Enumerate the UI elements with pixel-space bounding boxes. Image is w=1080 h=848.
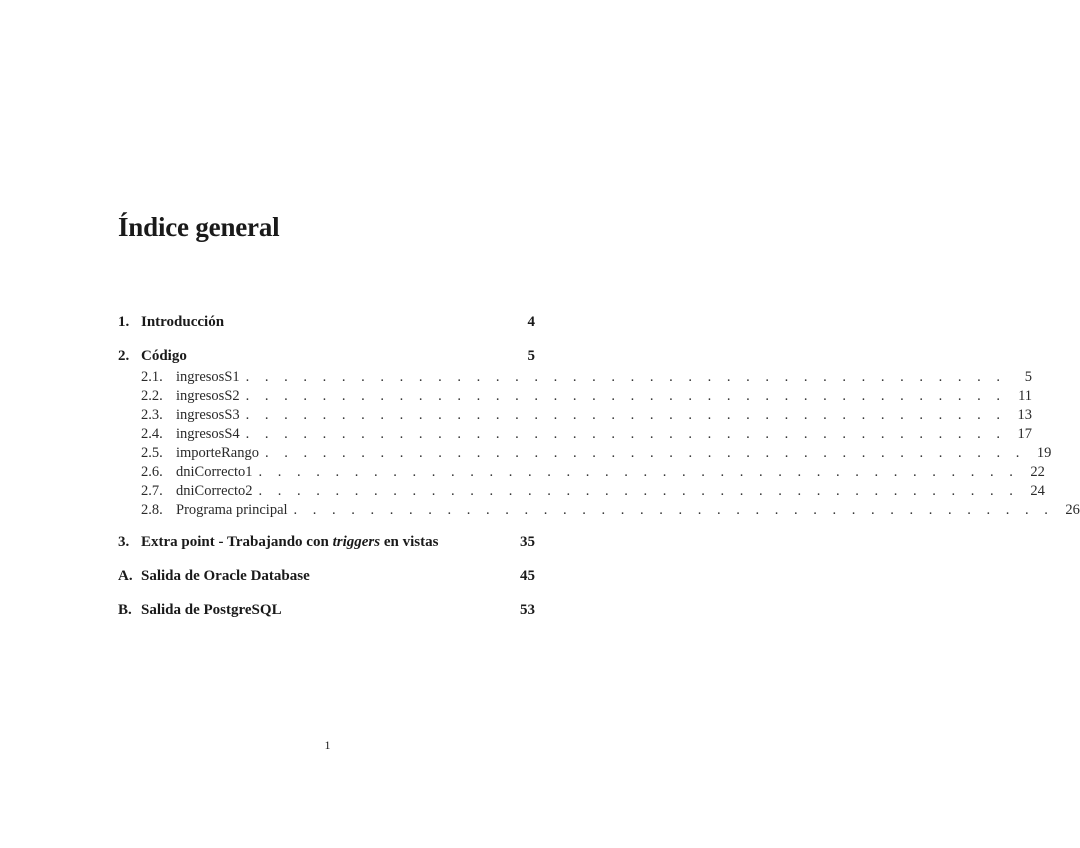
- chapter-title: [141, 530, 512, 554]
- toc-chapter-3[interactable]: [118, 530, 535, 554]
- chapter-page: 4: [527, 314, 535, 330]
- toc-chapter-1[interactable]: [118, 310, 535, 334]
- dot-leader: . . . . . . . . . . . . . . . . . . . . . . . . . . . . . . . . . . . . . . . .: [264, 445, 1026, 461]
- section-number: 2.3.: [141, 407, 163, 423]
- toc-section[interactable]: [118, 425, 1033, 444]
- section-title: Programa principal: [176, 502, 288, 518]
- section-title: dniCorrecto2: [176, 483, 253, 499]
- chapter-title-emphasis: triggers: [332, 534, 381, 550]
- section-page: 19: [1036, 445, 1052, 461]
- section-page: 5: [1024, 369, 1033, 385]
- chapter-page: 5: [527, 348, 535, 364]
- section-page: 22: [1030, 464, 1045, 480]
- dot-leader: . . . . . . . . . . . . . . . . . . . . . . . . . . . . . . . . . . . . . . . .: [245, 388, 1007, 404]
- section-number: 2.7.: [141, 483, 163, 499]
- section-number: 2.5.: [141, 445, 163, 461]
- toc-chapter-2[interactable]: [118, 344, 535, 368]
- section-number: 2.1.: [141, 369, 163, 385]
- section-number: 2.4.: [141, 426, 163, 442]
- toc-section[interactable]: [118, 387, 1033, 406]
- appendix-letter: B.: [118, 602, 132, 618]
- section-page: 24: [1030, 483, 1045, 499]
- section-title: importeRango: [176, 445, 259, 461]
- section-page: 17: [1017, 426, 1033, 442]
- section-number: 2.2.: [141, 388, 163, 404]
- chapter-title: Código: [141, 348, 187, 364]
- appendix-letter: A.: [118, 568, 133, 584]
- section-title: dniCorrecto1: [176, 464, 253, 480]
- section-title: ingresosS2: [176, 388, 240, 404]
- toc-appendix-a[interactable]: [118, 564, 535, 588]
- chapter-title: Introducción: [141, 314, 225, 330]
- toc-section[interactable]: [118, 444, 1052, 463]
- section-number: 2.6.: [141, 464, 163, 480]
- toc-appendix-b[interactable]: [118, 598, 535, 622]
- dot-leader: . . . . . . . . . . . . . . . . . . . . . . . . . . . . . . . . . . . . . . . .: [245, 426, 1007, 442]
- toc-section[interactable]: [118, 368, 1033, 387]
- dot-leader: . . . . . . . . . . . . . . . . . . . . . . . . . . . . . . . . . . . . . . . .: [245, 369, 1007, 385]
- chapter-page: 35: [520, 534, 535, 550]
- chapter-number: 1.: [118, 314, 130, 330]
- page-number: 1: [324, 738, 331, 752]
- section-page: 11: [1018, 388, 1033, 404]
- dot-leader: . . . . . . . . . . . . . . . . . . . . . . . . . . . . . . . . . . . . . . . .: [258, 483, 1019, 499]
- chapter-title-part: Extra point - Trabajando con: [141, 534, 333, 550]
- section-page: 26: [1065, 502, 1080, 518]
- table-of-contents: [118, 310, 1080, 622]
- section-title: ingresosS1: [176, 369, 240, 385]
- dot-leader: . . . . . . . . . . . . . . . . . . . . . . . . . . . . . . . . . . . . . . . .: [293, 502, 1054, 518]
- toc-section[interactable]: [118, 501, 1080, 520]
- section-page: 13: [1017, 407, 1033, 423]
- section-title: ingresosS3: [176, 407, 240, 423]
- toc-section[interactable]: [118, 482, 1045, 501]
- dot-leader: . . . . . . . . . . . . . . . . . . . . . . . . . . . . . . . . . . . . . . . .: [245, 407, 1007, 423]
- section-title: ingresosS4: [176, 426, 240, 442]
- chapter-title-part: en vistas: [380, 534, 439, 550]
- appendix-page: 45: [520, 568, 535, 584]
- section-number: 2.8.: [141, 502, 163, 518]
- appendix-title: Salida de PostgreSQL: [141, 602, 282, 618]
- dot-leader: . . . . . . . . . . . . . . . . . . . . . . . . . . . . . . . . . . . . . . . .: [258, 464, 1019, 480]
- toc-section[interactable]: [118, 406, 1033, 425]
- chapter-number: 2.: [118, 348, 130, 364]
- toc-section[interactable]: [118, 463, 1045, 482]
- page-title: Índice general: [118, 212, 280, 242]
- appendix-title: Salida de Oracle Database: [141, 568, 310, 584]
- chapter-number: 3.: [118, 534, 130, 550]
- appendix-page: 53: [520, 602, 535, 618]
